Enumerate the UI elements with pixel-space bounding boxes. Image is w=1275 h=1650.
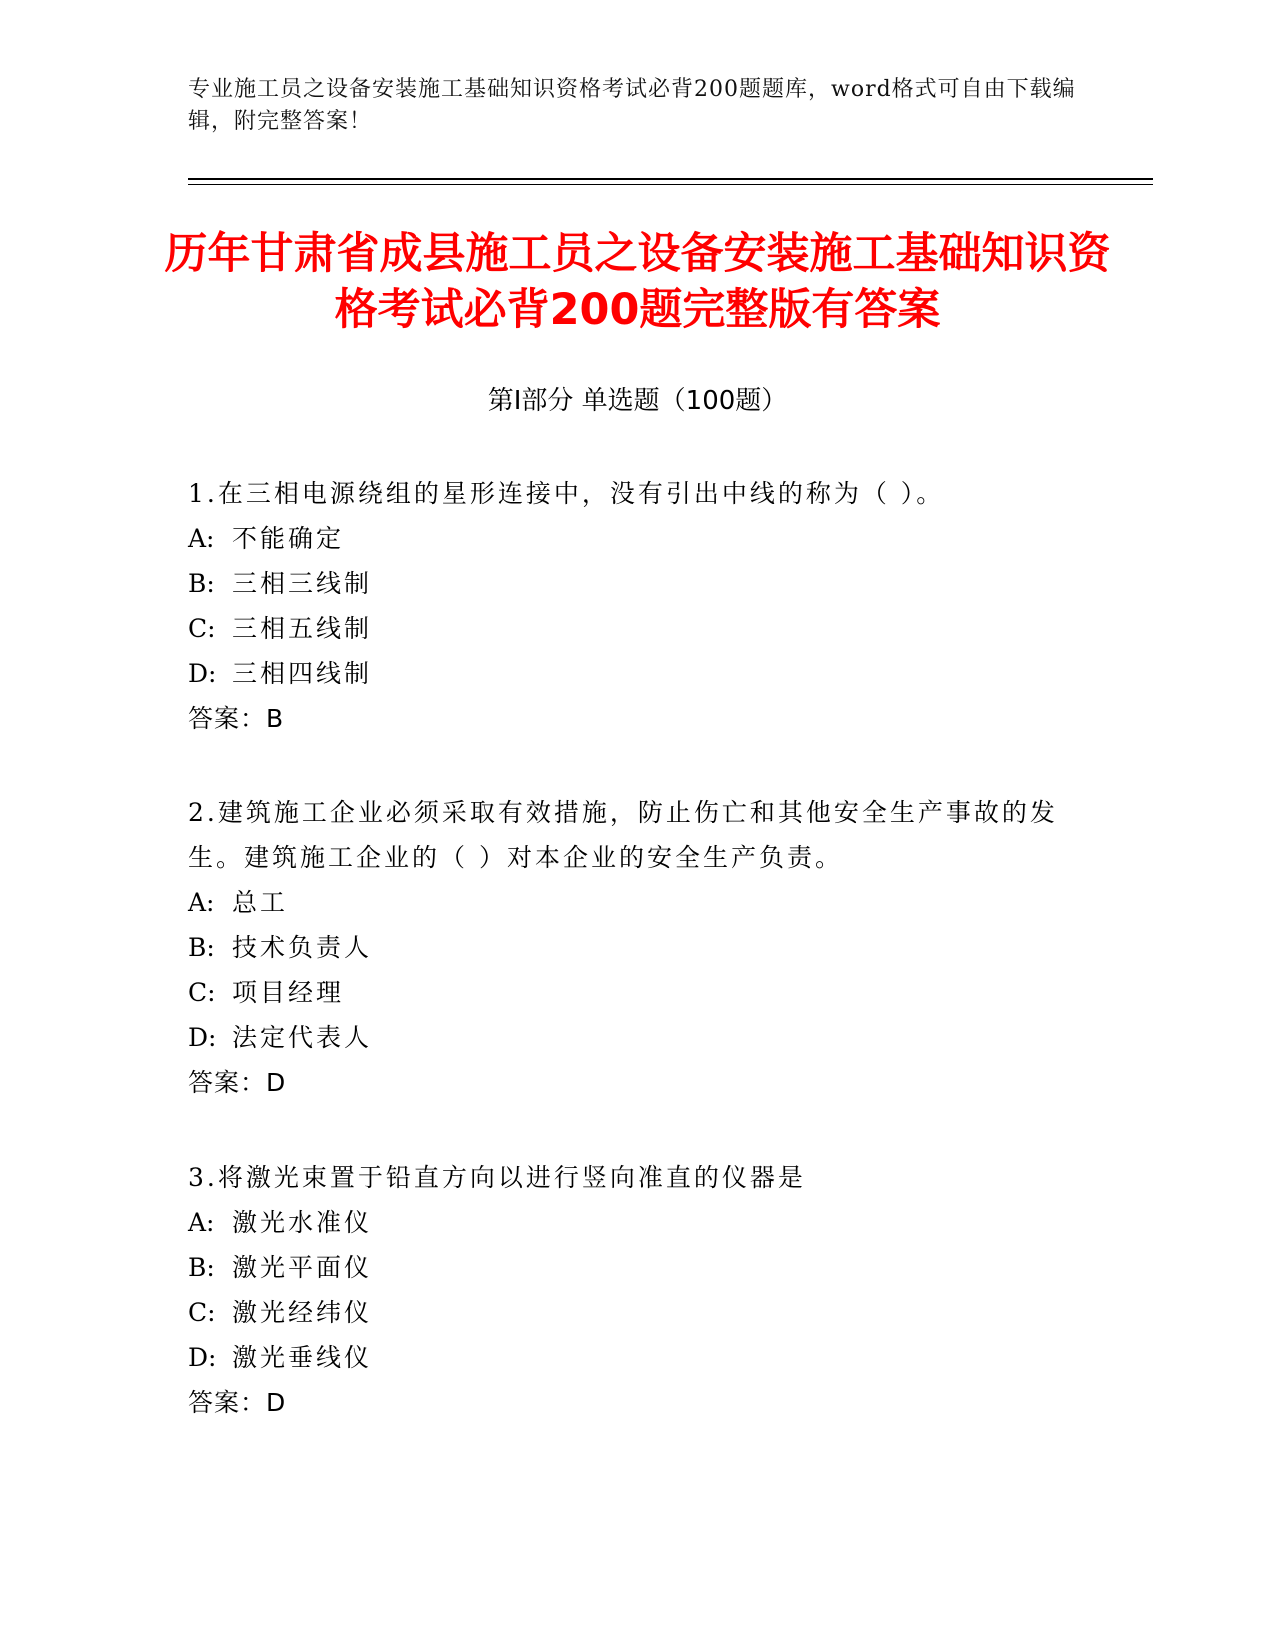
option-text: 激光水准仪 <box>232 1208 373 1237</box>
option-letter: B: <box>188 933 215 962</box>
option-d <box>188 1015 1068 1060</box>
option-letter: A: <box>188 524 215 553</box>
option-letter: A: <box>188 1208 215 1237</box>
option-b <box>188 925 1068 970</box>
option-text: 技术负责人 <box>232 933 373 962</box>
option-letter: A: <box>188 888 215 917</box>
option-text: 激光经纬仪 <box>232 1298 373 1327</box>
answer-line: 答案：D <box>188 1068 287 1097</box>
option-c <box>188 1290 1068 1335</box>
question-stem: 3.将激光束置于铅直方向以进行竖向准直的仪器是 <box>188 1163 806 1192</box>
option-a <box>188 1200 1068 1245</box>
option-text: 项目经理 <box>232 978 345 1007</box>
option-letter: C: <box>188 1298 216 1327</box>
option-text: 不能确定 <box>232 524 345 553</box>
option-letter: B: <box>188 1253 215 1282</box>
option-a <box>188 880 1068 925</box>
option-text: 激光平面仪 <box>232 1253 373 1282</box>
question-block <box>188 1155 1068 1425</box>
option-letter: C: <box>188 978 216 1007</box>
option-letter: D: <box>188 1343 217 1372</box>
option-text: 三相三线制 <box>232 569 373 598</box>
option-d <box>188 651 1068 696</box>
header-note: 专业施工员之设备安装施工基础知识资格考试必背200题题库，word格式可自由下载编辑，附完整答案！ <box>188 77 1076 134</box>
option-c <box>188 606 1068 651</box>
option-b <box>188 561 1068 606</box>
document-title: 历年甘肃省成县施工员之设备安装施工基础知识资格考试必背200题完整版有答案 <box>164 229 1111 335</box>
option-b <box>188 1245 1068 1290</box>
option-letter: B: <box>188 569 215 598</box>
option-d <box>188 1335 1068 1380</box>
option-letter: D: <box>188 659 217 688</box>
section-heading: 第Ⅰ部分 单选题（100题） <box>487 386 788 416</box>
header-divider-thick <box>188 178 1153 180</box>
option-letter: D: <box>188 1023 217 1052</box>
question-stem: 2.建筑施工企业必须采取有效措施，防止伤亡和其他安全生产事故的发生。建筑施工企业的（ ）对本企业的安全生产负责。 <box>188 798 1058 872</box>
header-divider-thin <box>188 184 1153 185</box>
option-a <box>188 516 1068 561</box>
answer-line: 答案：D <box>188 1388 287 1417</box>
option-letter: C: <box>188 614 216 643</box>
question-stem: 1.在三相电源绕组的星形连接中，没有引出中线的称为（ ）。 <box>188 479 945 508</box>
option-c <box>188 970 1068 1015</box>
option-text: 法定代表人 <box>232 1023 373 1052</box>
option-text: 三相五线制 <box>232 614 373 643</box>
option-text: 总工 <box>232 888 289 917</box>
option-text: 激光垂线仪 <box>232 1343 373 1372</box>
question-block <box>188 471 1068 741</box>
answer-line: 答案：B <box>188 704 285 733</box>
option-text: 三相四线制 <box>232 659 373 688</box>
question-block <box>188 790 1068 1105</box>
